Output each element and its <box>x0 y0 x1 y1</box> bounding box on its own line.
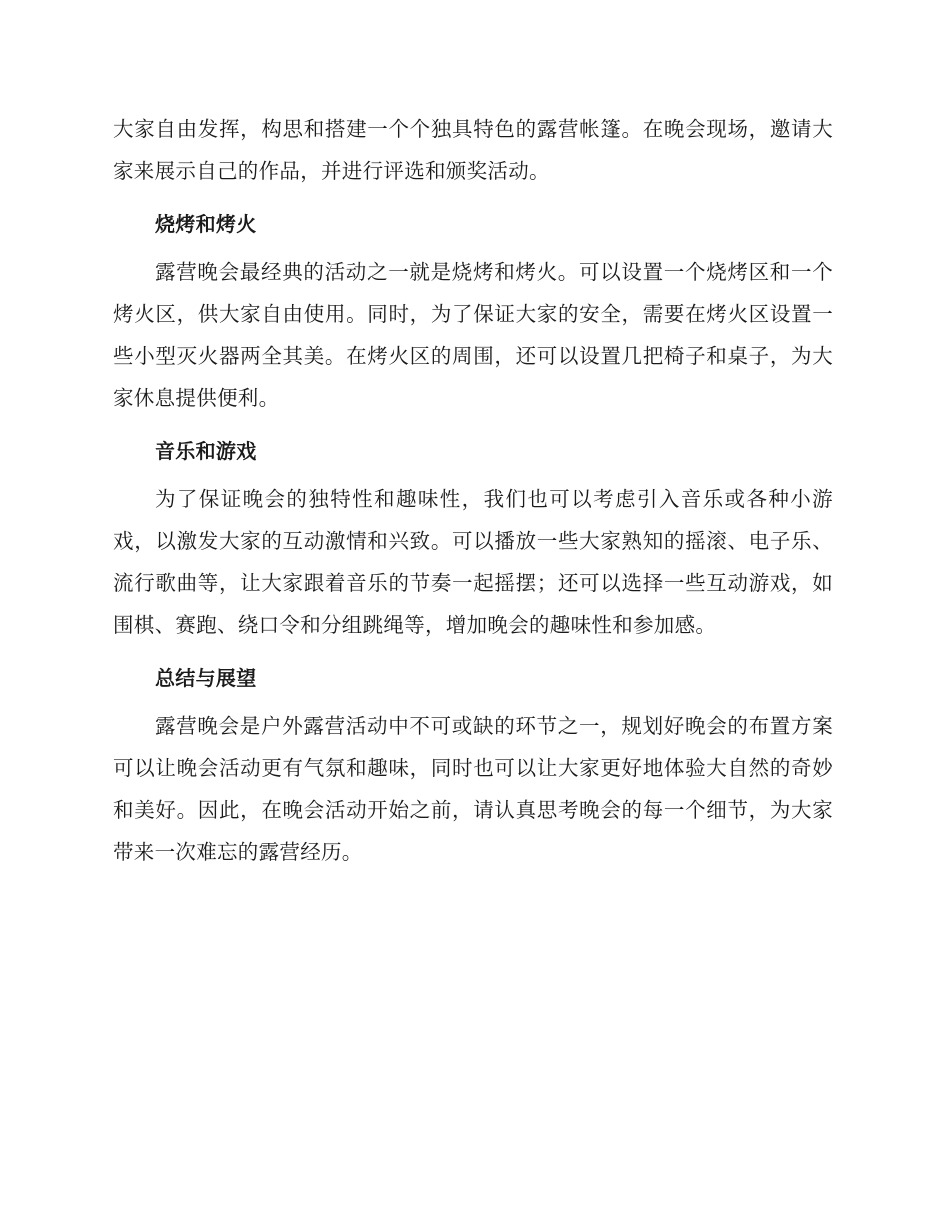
intro-paragraph: 大家自由发挥，构思和搭建一个个独具特色的露营帐篷。在晚会现场，邀请大家来展示自己的作品，并进行评选和颁奖活动。 <box>113 117 833 183</box>
section-paragraph-summary: 露营晚会是户外露营活动中不可或缺的环节之一，规划好晚会的布置方案可以让晚会活动更有气氛和趣味，同时也可以让大家更好地体验大自然的奇妙和美好。因此，在晚会活动开始之前，请认真思考晚会的每一个细节，为大家带来一次难忘的露营经历。 <box>113 714 833 864</box>
document-body <box>113 108 833 873</box>
section-heading-summary: 总结与展望 <box>155 666 257 690</box>
section-heading-music-games: 音乐和游戏 <box>155 439 257 463</box>
section-paragraph-music-games: 为了保证晚会的独特性和趣味性，我们也可以考虑引入音乐或各种小游戏，以激发大家的互动激情和兴致。可以播放一些大家熟知的摇滚、电子乐、流行歌曲等，让大家跟着音乐的节奏一起摇摆；还可以选择一些互动游戏，如围棋、赛跑、绕口令和分组跳绳等，增加晚会的趣味性和参加感。 <box>113 487 833 637</box>
section-paragraph-bbq: 露营晚会最经典的活动之一就是烧烤和烤火。可以设置一个烧烤区和一个烤火区，供大家自由使用。同时，为了保证大家的安全，需要在烤火区设置一些小型灭火器两全其美。在烤火区的周围，还可以设置几把椅子和桌子，为大家休息提供便利。 <box>113 260 833 410</box>
section-heading-bbq: 烧烤和烤火 <box>155 212 257 236</box>
